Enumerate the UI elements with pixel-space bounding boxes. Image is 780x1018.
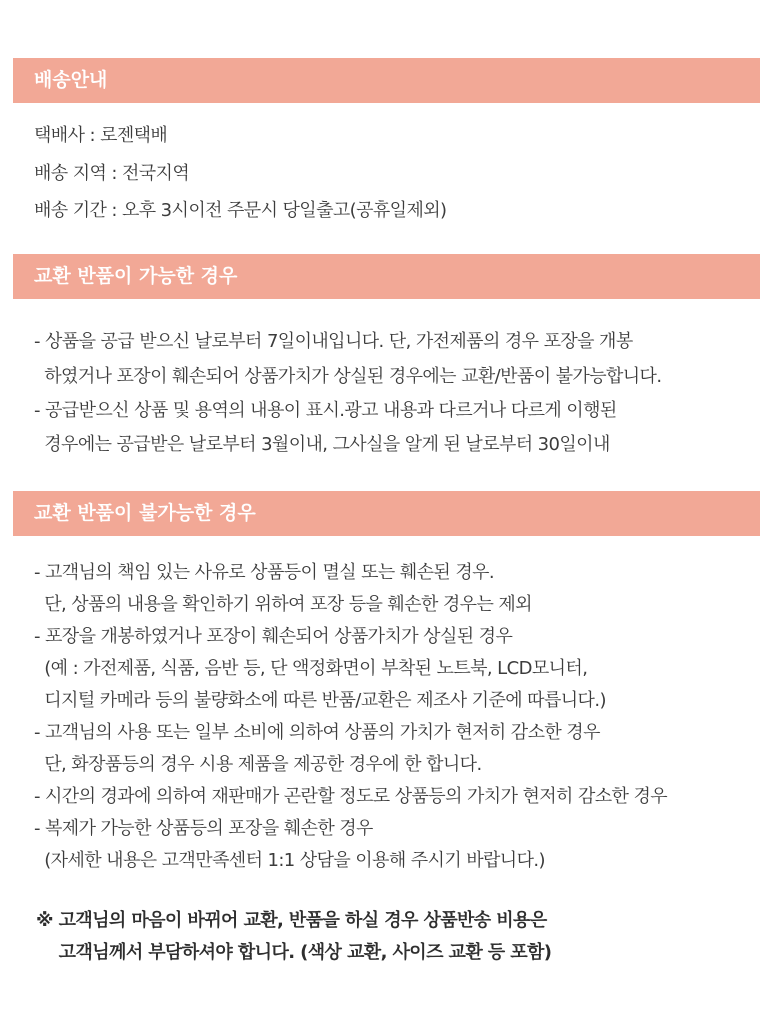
return-possible-line: 하였거나 포장이 훼손되어 상품가치가 상실된 경우에는 교환/반품이 불가능합니다. <box>34 366 662 387</box>
return-cost-notice-line-1: ※ 고객님의 마음이 바뀌어 교환, 반품을 하실 경우 상품반송 비용은 <box>36 910 547 931</box>
return-possible-line: - 상품을 공급 받으신 날로부터 7일이내입니다. 단, 가전제품의 경우 포장을 개봉 <box>34 331 633 352</box>
return-impossible-line: 디지털 카메라 등의 불량화소에 따른 반품/교환은 제조사 기준에 따릅니다.) <box>34 690 606 711</box>
return-cost-notice-line-2: 고객님께서 부담하셔야 합니다. (색상 교환, 사이즈 교환 등 포함) <box>36 942 552 963</box>
shipping-line-period: 배송 기간 : 오후 3시이전 주문시 당일출고(공휴일제외) <box>34 200 447 221</box>
return-impossible-line: (예 : 가전제품, 식품, 음반 등, 단 액정화면이 부착된 노트북, LCD모니터, <box>34 658 588 679</box>
return-impossible-line: 단, 화장품등의 경우 시용 제품을 제공한 경우에 한 합니다. <box>34 754 482 775</box>
return-impossible-line: (자세한 내용은 고객만족센터 1:1 상담을 이용해 주시기 바랍니다.) <box>34 850 545 871</box>
return-impossible-line: - 포장을 개봉하였거나 포장이 훼손되어 상품가치가 상실된 경우 <box>34 626 513 647</box>
shipping-line-region: 배송 지역 : 전국지역 <box>34 163 190 184</box>
return-impossible-line: - 시간의 경과에 의하여 재판매가 곤란할 정도로 상품등의 가치가 현저히 감소한 경우 <box>34 786 668 807</box>
return-possible-line: 경우에는 공급받은 날로부터 3월이내, 그사실을 알게 된 날로부터 30일이내 <box>34 434 610 455</box>
return-possible-header: 교환 반품이 가능한 경우 <box>13 254 760 299</box>
return-impossible-line: - 고객님의 책임 있는 사유로 상품등이 멸실 또는 훼손된 경우. <box>34 562 495 583</box>
shipping-header: 배송안내 <box>13 58 760 103</box>
shipping-line-courier: 택배사 : 로젠택배 <box>34 125 168 146</box>
return-impossible-line: - 고객님의 사용 또는 일부 소비에 의하여 상품의 가치가 현저히 감소한 경우 <box>34 722 600 743</box>
return-impossible-line: - 복제가 가능한 상품등의 포장을 훼손한 경우 <box>34 818 373 839</box>
return-possible-line: - 공급받으신 상품 및 용역의 내용이 표시.광고 내용과 다르거나 다르게 이행된 <box>34 400 617 421</box>
return-impossible-line: 단, 상품의 내용을 확인하기 위하여 포장 등을 훼손한 경우는 제외 <box>34 594 532 615</box>
return-impossible-header: 교환 반품이 불가능한 경우 <box>13 491 760 536</box>
